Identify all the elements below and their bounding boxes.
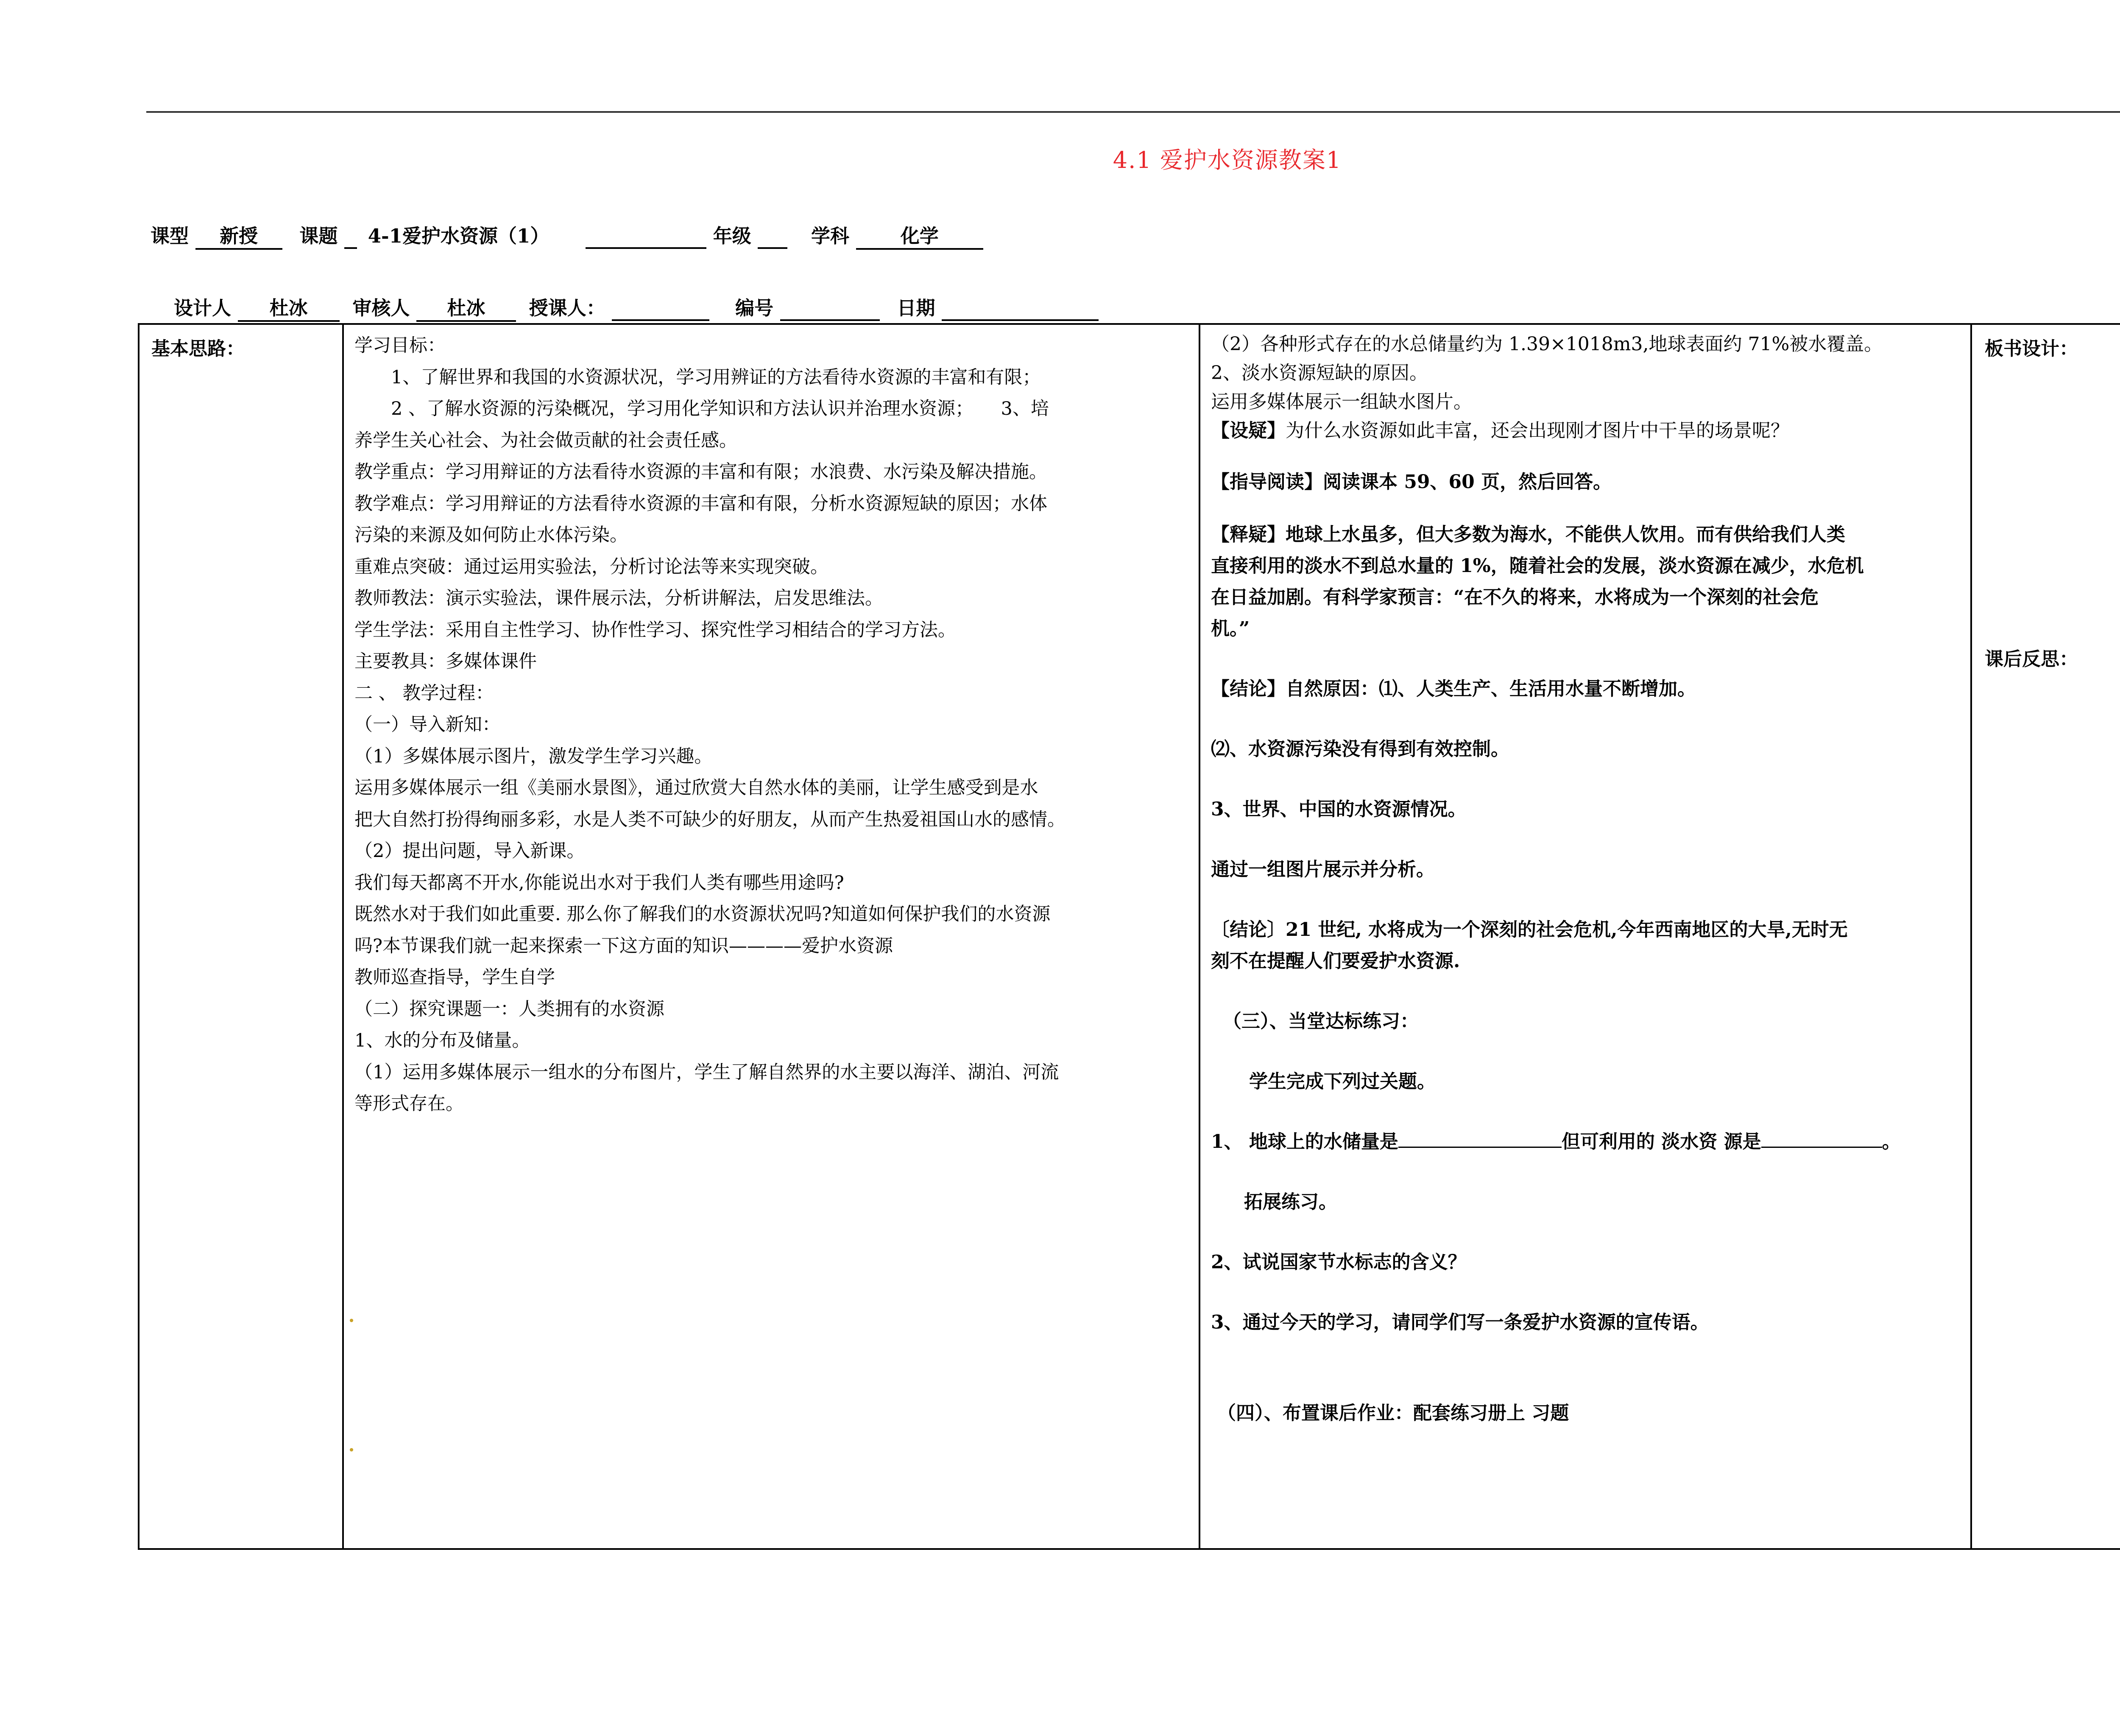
text-line: 〔结论〕21 世纪, 水将成为一个深刻的社会危机,今年西南地区的大旱,无时无 bbox=[1211, 919, 1848, 941]
text-line: 学生完成下列过关题。 bbox=[1249, 1071, 1436, 1092]
text-line: 等形式存在。 bbox=[354, 1093, 464, 1114]
board-design-label: 板书设计： bbox=[1985, 338, 2078, 360]
designer-label: 设计人 bbox=[174, 297, 232, 319]
text-line: 我们每天都离不开水,你能说出水对于我们人类有哪些用途吗? bbox=[354, 872, 844, 893]
answer-blank bbox=[1398, 1128, 1562, 1148]
text-line: 机。” bbox=[1211, 618, 1250, 639]
type-value: 新授 bbox=[195, 220, 282, 250]
question-line bbox=[1211, 416, 1970, 445]
designer-value: 杜冰 bbox=[238, 293, 340, 322]
fill-in-question bbox=[1211, 1126, 1970, 1158]
teacher-blank bbox=[612, 297, 709, 321]
text-line: （2）提出问题，导入新课。 bbox=[354, 840, 585, 862]
text-line: 学生学法：采用自主性学习、协作性学习、探究性学习相结合的学习方法。 bbox=[354, 619, 956, 641]
text-line: 主要教具：多媒体课件 bbox=[354, 651, 537, 672]
text-line: 教学重点：学习用辩证的方法看待水资源的丰富和有限；水浪费、水污染及解决措施。 bbox=[354, 461, 1047, 483]
text-line: 教师教法：演示实验法，课件展示法，分析讲解法，启发思维法。 bbox=[354, 588, 883, 609]
subject-label: 学科 bbox=[811, 225, 850, 247]
topic-spacer bbox=[344, 225, 357, 249]
text-line: 拓展练习。 bbox=[1244, 1191, 1337, 1213]
date-blank bbox=[942, 297, 1099, 321]
text-line: 2、试说国家节水标志的含义？ bbox=[1211, 1251, 1467, 1273]
teacher-label: 授课人： bbox=[529, 297, 605, 319]
text-line: （1）多媒体展示图片，激发学生学习兴趣。 bbox=[354, 745, 713, 767]
text-line: 吗?本节课我们就一起来探索一下这方面的知识————爱护水资源 bbox=[354, 935, 893, 957]
grade-blank bbox=[586, 225, 706, 249]
lesson-plan-table bbox=[138, 323, 2120, 1550]
meta-row-staff bbox=[174, 293, 1099, 322]
basic-idea-label: 基本思路： bbox=[151, 338, 245, 360]
text-line: 【释疑】地球上水虽多，但大多数为海水，不能供人饮用。而有供给我们人类 bbox=[1211, 524, 1845, 545]
stray-mark bbox=[350, 1319, 353, 1322]
text-line: 3、世界、中国的水资源情况。 bbox=[1211, 798, 1467, 820]
question-part: 。 bbox=[1882, 1131, 1901, 1153]
page-title: 4.1 爱护水资源教案1 bbox=[1113, 147, 1342, 173]
text-line: 学习目标： bbox=[354, 335, 446, 356]
text-line: （三）、当堂达标练习： bbox=[1223, 1010, 1419, 1032]
topic-label: 课题 bbox=[299, 225, 338, 247]
basic-idea-cell bbox=[139, 325, 342, 360]
subject-value: 化学 bbox=[856, 220, 983, 250]
number-label: 编号 bbox=[735, 297, 774, 319]
text-line: 1、了解世界和我国的水资源状况，学习用辨证的方法看待水资源的丰富和有限； bbox=[354, 366, 1041, 388]
teaching-process-cell bbox=[1200, 325, 1970, 1429]
text-line: 3、通过今天的学习，请同学们写一条爱护水资源的宣传语。 bbox=[1211, 1312, 1709, 1333]
text-line: 把大自然打扮得绚丽多彩，水是人类不可缺少的好朋友，从而产生热爱祖国山水的感情。 bbox=[354, 809, 1066, 830]
topic-value: 4-1爱护水资源（1） bbox=[368, 225, 550, 247]
text-line: 在日益加剧。有科学家预言：“在不久的将来，水将成为一个深刻的社会危 bbox=[1211, 586, 1819, 608]
text-line: 运用多媒体展示一组缺水图片。 bbox=[1211, 391, 1472, 413]
text-line: （1）运用多媒体展示一组水的分布图片，学生了解自然界的水主要以海洋、湖泊、河流 bbox=[354, 1061, 1059, 1083]
text-line: （四）、布置课后作业：配套练习册上 习题 bbox=[1217, 1402, 1569, 1424]
text-line: 既然水对于我们如此重要. 那么你了解我们的水资源状况吗?知道如何保护我们的水资源 bbox=[354, 904, 1051, 925]
text-line: 二 、 教学过程： bbox=[354, 682, 494, 704]
stray-mark bbox=[350, 1448, 353, 1451]
question-text: 为什么水资源如此丰富，还会出现刚才图片中干旱的场景呢？ bbox=[1286, 420, 1789, 441]
text-line: 【结论】自然原因：⑴、人类生产、生活用水量不断增加。 bbox=[1211, 678, 1696, 700]
number-blank bbox=[780, 297, 880, 321]
text-line: 2、淡水资源短缺的原因。 bbox=[1211, 362, 1428, 384]
answer-blank bbox=[1761, 1128, 1882, 1148]
reading-guide-line: 【指导阅读】阅读课本 59、60 页，然后回答。 bbox=[1211, 471, 1612, 493]
grade-suffix bbox=[758, 225, 787, 249]
question-part: 但可利用的 淡水资 源是 bbox=[1561, 1131, 1761, 1153]
text-line: （2）各种形式存在的水总储量约为 1.39×1018m3,地球表面约 71%被水覆盖。 bbox=[1211, 333, 1883, 355]
question-tag: 【设疑】 bbox=[1211, 420, 1286, 441]
text-line: 2 、了解水资源的污染概况，学习用化学知识和方法认识并治理水资源； 3、培 bbox=[354, 398, 1049, 419]
text-line: 污染的来源及如何防止水体污染。 bbox=[354, 525, 628, 546]
reflection-label: 课后反思： bbox=[1985, 648, 2078, 670]
text-line: 1、水的分布及储量。 bbox=[354, 1030, 530, 1051]
reviewer-label: 审核人 bbox=[352, 297, 410, 319]
date-label: 日期 bbox=[897, 297, 935, 319]
text-line: 直接利用的淡水不到总水量的 1%，随着社会的发展，淡水资源在减少，水危机 bbox=[1211, 555, 1864, 577]
text-line: 运用多媒体展示一组《美丽水景图》，通过欣赏大自然水体的美丽，让学生感受到是水 bbox=[354, 777, 1038, 798]
question-part: 1、 地球上的水储量是 bbox=[1211, 1131, 1398, 1153]
text-line: （二）探究课题一：人类拥有的水资源 bbox=[354, 998, 664, 1020]
top-rule bbox=[146, 111, 2120, 113]
text-line: 刻不在提醒人们要爱护水资源. bbox=[1211, 950, 1460, 972]
teaching-content-cell bbox=[344, 325, 1199, 1120]
text-line: 教师巡查指导，学生自学 bbox=[354, 967, 555, 988]
meta-row-course bbox=[151, 220, 983, 250]
text-line: 重难点突破：通过运用实验法，分析讨论法等来实现突破。 bbox=[354, 556, 828, 578]
text-line: ⑵、水资源污染没有得到有效控制。 bbox=[1211, 738, 1509, 760]
text-line: 教学难点：学习用辩证的方法看待水资源的丰富和有限，分析水资源短缺的原因；水体 bbox=[354, 493, 1047, 514]
reviewer-value: 杜冰 bbox=[416, 293, 516, 322]
type-label: 课型 bbox=[151, 225, 189, 247]
text-line: 养学生关心社会、为社会做贡献的社会责任感。 bbox=[354, 430, 737, 451]
board-design-cell bbox=[1972, 325, 2120, 671]
grade-label: 年级 bbox=[713, 225, 751, 247]
text-line: 通过一组图片展示并分析。 bbox=[1211, 859, 1435, 880]
text-line: （一）导入新知： bbox=[354, 714, 500, 735]
